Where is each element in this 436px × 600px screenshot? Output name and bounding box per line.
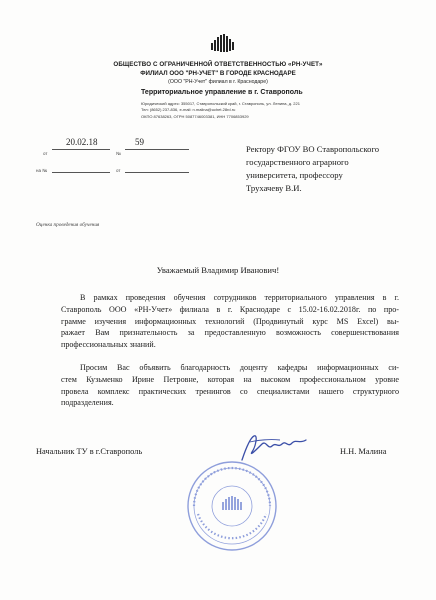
letter-number: 59 xyxy=(135,137,144,147)
signer-name: Н.Н. Малина xyxy=(340,447,387,456)
recipient-line: Ректору ФГОУ ВО Ставропольского xyxy=(246,144,380,154)
branch-short-name: (ООО "РН-Учет" филиал в г. Краснодаре) xyxy=(168,79,268,85)
recipient-line: университета, профессору xyxy=(246,170,343,180)
text-line: провела комплекс практических тренингов со специалистами нашего структурного xyxy=(61,386,399,396)
company-stamp xyxy=(184,458,280,554)
letter-date: 20.02.18 xyxy=(66,137,98,147)
reply-date-line xyxy=(125,172,189,173)
reply-to-label: на № xyxy=(36,168,48,173)
letter-subject: Оценка проведения обучения xyxy=(36,222,100,228)
recipient-line: государственного аграрного xyxy=(246,157,349,167)
text-line: ражает Вам признательность за предоставленную возможность совершенствования xyxy=(61,328,399,338)
reply-to-line xyxy=(52,172,110,173)
text-line: профессиональных знаний. xyxy=(61,340,156,350)
signer-position: Начальник ТУ в г.Ставрополь xyxy=(36,447,143,456)
contact-address: Юридический адрес: 355017, Ставропольский край, г. Ставрополь, ул. Ленина, д. 221 xyxy=(141,101,300,106)
number-line xyxy=(125,149,189,150)
reply-date-label: от xyxy=(116,168,121,173)
recipient-line: Трухачеву В.И. xyxy=(246,183,302,193)
paragraph-2 xyxy=(61,362,399,409)
contact-codes: ОКПО 87638263, ОГРН 5087746003381, ИНН 7706853929 xyxy=(141,113,249,119)
contact-phone: Тел: (8652) 237-836, e-mail: n.malina@uchet.28rd.ru xyxy=(141,107,236,113)
date-line xyxy=(52,149,110,150)
org-name: ОБЩЕСТВО С ОГРАНИЧЕННОЙ ОТВЕТСТВЕННОСТЬЮ «РН-УЧЕТ» xyxy=(113,61,323,68)
number-label: № xyxy=(116,151,121,156)
text-line: подразделения. xyxy=(61,398,114,408)
text-line: Ставрополь ООО «РН-Учет» филиала в г. Краснодаре с 15.02-16.02.2018г. по про- xyxy=(61,304,399,314)
recipient-block xyxy=(246,143,379,195)
branch-name: ФИЛИАЛ ООО "РН-УЧЕТ" В ГОРОДЕ КРАСНОДАРЕ xyxy=(140,70,296,77)
paragraph-1 xyxy=(61,292,399,351)
text-line: стем Кузьменко Ирине Петровне, которая на высоком профессиональном уровне xyxy=(61,374,399,384)
text-line: грамме изучения информационных технологий (Продвинутый курс MS Excel) вы- xyxy=(61,316,399,326)
date-label: от xyxy=(43,151,48,156)
text-line: Просим Вас объявить благодарность доценту кафедры информационных си- xyxy=(80,363,399,372)
company-logo-icon xyxy=(211,34,235,54)
greeting: Уважаемый Владимир Иванович! xyxy=(156,265,280,275)
text-line: В рамках проведения обучения сотрудников территориального управления в г. xyxy=(80,293,399,302)
department-name: Территориальное управление в г. Ставрополь xyxy=(141,89,303,96)
contact-block xyxy=(141,101,300,120)
